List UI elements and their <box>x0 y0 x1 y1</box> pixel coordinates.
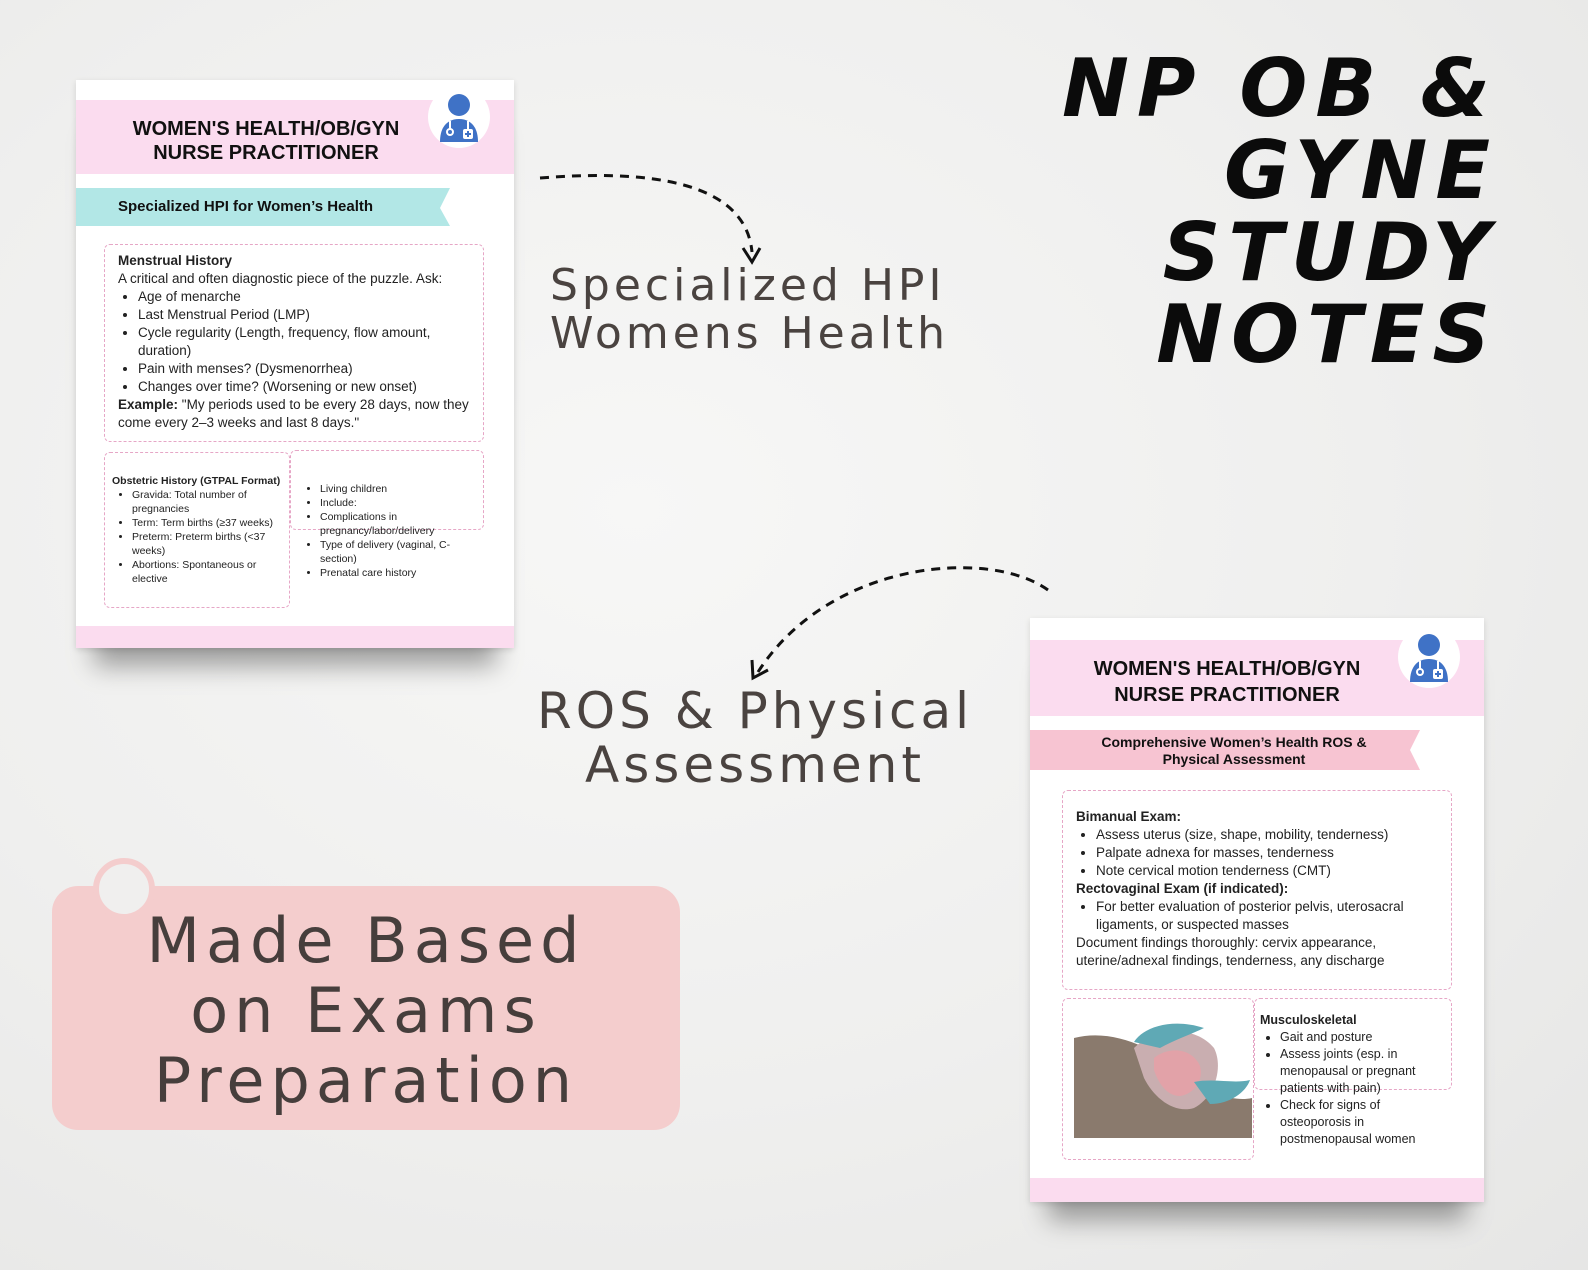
menstrual-heading: Menstrual History <box>118 253 233 268</box>
list-item: • Gait and posture <box>1280 1029 1446 1046</box>
page2-footer <box>1030 1178 1484 1202</box>
arrow-to-ros <box>758 568 1048 672</box>
callout-ros-line2: Assessment <box>585 736 925 794</box>
list-item: • Prenatal care history <box>320 566 470 580</box>
doctor-icon <box>1398 626 1460 688</box>
example-text: "My periods used to be every 28 days, now they come every 2–3 weeks and last 8 days." <box>118 397 469 430</box>
menstrual-intro: A critical and often diagnostic piece of the puzzle. Ask: <box>118 271 443 286</box>
page2-ribbon-label <box>1064 734 1404 768</box>
list-item: • Assess joints (esp. in menopausal or pregnant patients with pain) <box>1280 1046 1446 1097</box>
list-item: • Palpate adnexa for masses, tenderness <box>1096 844 1442 862</box>
page1-header-line1: WOMEN'S HEALTH/OB/GYN <box>132 118 400 140</box>
badge-text <box>52 906 680 1116</box>
page2-header-line1: WOMEN'S HEALTH/OB/GYN <box>1093 658 1361 680</box>
obstetric-list <box>112 488 284 586</box>
list-item: • Age of menarche <box>138 288 474 306</box>
page1-header-line2: NURSE PRACTITIONER <box>153 142 379 164</box>
title-line-1: NP OB & GYNE <box>1061 42 1498 217</box>
example-label: Example: <box>118 397 179 412</box>
page1-header-title <box>96 117 436 165</box>
document-note: Document findings thoroughly: cervix appearance, uterine/adnexal findings, tenderness, any discharge <box>1076 935 1385 968</box>
page1-menstrual-section <box>118 252 474 432</box>
obstetric-heading: Obstetric History (GTPAL Format) <box>112 475 281 487</box>
musculoskeletal-heading: Musculoskeletal <box>1260 1013 1357 1027</box>
page2-header-title <box>1052 656 1402 708</box>
main-title <box>858 42 1498 381</box>
callout-ros <box>520 684 990 792</box>
menstrual-list <box>118 288 474 396</box>
pelvic-anatomy-illustration <box>1074 1018 1254 1138</box>
page2-ribbon-line2: Physical Assessment <box>1162 751 1306 767</box>
page1-obstetric-section <box>112 474 284 586</box>
arrow-to-ros-head <box>752 660 768 678</box>
badge-line3: Preparation <box>153 1044 579 1117</box>
page1-avatar <box>428 86 490 148</box>
title-line-2: STUDY NOTES <box>1156 206 1498 381</box>
callout-ros-line1: ROS & Physical <box>536 682 973 740</box>
musculoskeletal-list <box>1260 1029 1446 1148</box>
bimanual-heading: Bimanual Exam: <box>1076 809 1182 824</box>
page2-ribbon-line1: Comprehensive Women’s Health ROS & <box>1101 734 1367 750</box>
page2-musculoskeletal-section <box>1260 1012 1446 1148</box>
badge-line2: on Exams <box>190 974 542 1047</box>
menstrual-example <box>118 396 474 432</box>
other-list <box>300 482 470 580</box>
list-item: • Abortions: Spontaneous or elective <box>132 558 284 586</box>
list-item: • Include: <box>320 496 470 510</box>
page2-header-line2: NURSE PRACTITIONER <box>1114 684 1340 706</box>
arrow-to-hpi <box>540 176 752 252</box>
list-item: • Cycle regularity (Length, frequency, flow amount, duration) <box>138 324 474 360</box>
list-item: • Gravida: Total number of pregnancies <box>132 488 284 516</box>
rectovaginal-list <box>1076 898 1442 934</box>
list-item: • Changes over time? (Worsening or new onset) <box>138 378 474 396</box>
list-item: • Note cervical motion tenderness (CMT) <box>1096 862 1442 880</box>
doctor-icon <box>428 86 490 148</box>
list-item: • Last Menstrual Period (LMP) <box>138 306 474 324</box>
page2-avatar <box>1398 626 1460 688</box>
list-item: • Living children <box>320 482 470 496</box>
list-item: • Type of delivery (vaginal, C-section) <box>320 538 470 566</box>
study-page-hpi <box>76 80 514 648</box>
list-item: • Preterm: Preterm births (<37 weeks) <box>132 530 284 558</box>
list-item: • Assess uterus (size, shape, mobility, tenderness) <box>1096 826 1442 844</box>
list-item: • For better evaluation of posterior pelvis, uterosacral ligaments, or suspected masses <box>1096 898 1442 934</box>
page1-other-section <box>300 482 470 580</box>
study-page-ros <box>1030 618 1484 1202</box>
list-item: • Pain with menses? (Dysmenorrhea) <box>138 360 474 378</box>
list-item: • Complications in pregnancy/labor/delivery <box>320 510 470 538</box>
rectovaginal-heading: Rectovaginal Exam (if indicated): <box>1076 881 1289 896</box>
callout-hpi-line1: Specialized HPI <box>550 260 946 311</box>
page1-ribbon-label: Specialized HPI for Women’s Health <box>118 198 374 215</box>
list-item: • Check for signs of osteoporosis in postmenopausal women <box>1280 1097 1446 1148</box>
list-item: • Term: Term births (≥37 weeks) <box>132 516 284 530</box>
callout-hpi-line2: Womens Health <box>550 308 950 359</box>
callout-hpi <box>550 262 949 358</box>
page1-footer <box>76 626 514 648</box>
page2-exam-section <box>1076 808 1442 970</box>
badge-line1: Made Based <box>146 904 586 977</box>
bimanual-list <box>1076 826 1442 880</box>
